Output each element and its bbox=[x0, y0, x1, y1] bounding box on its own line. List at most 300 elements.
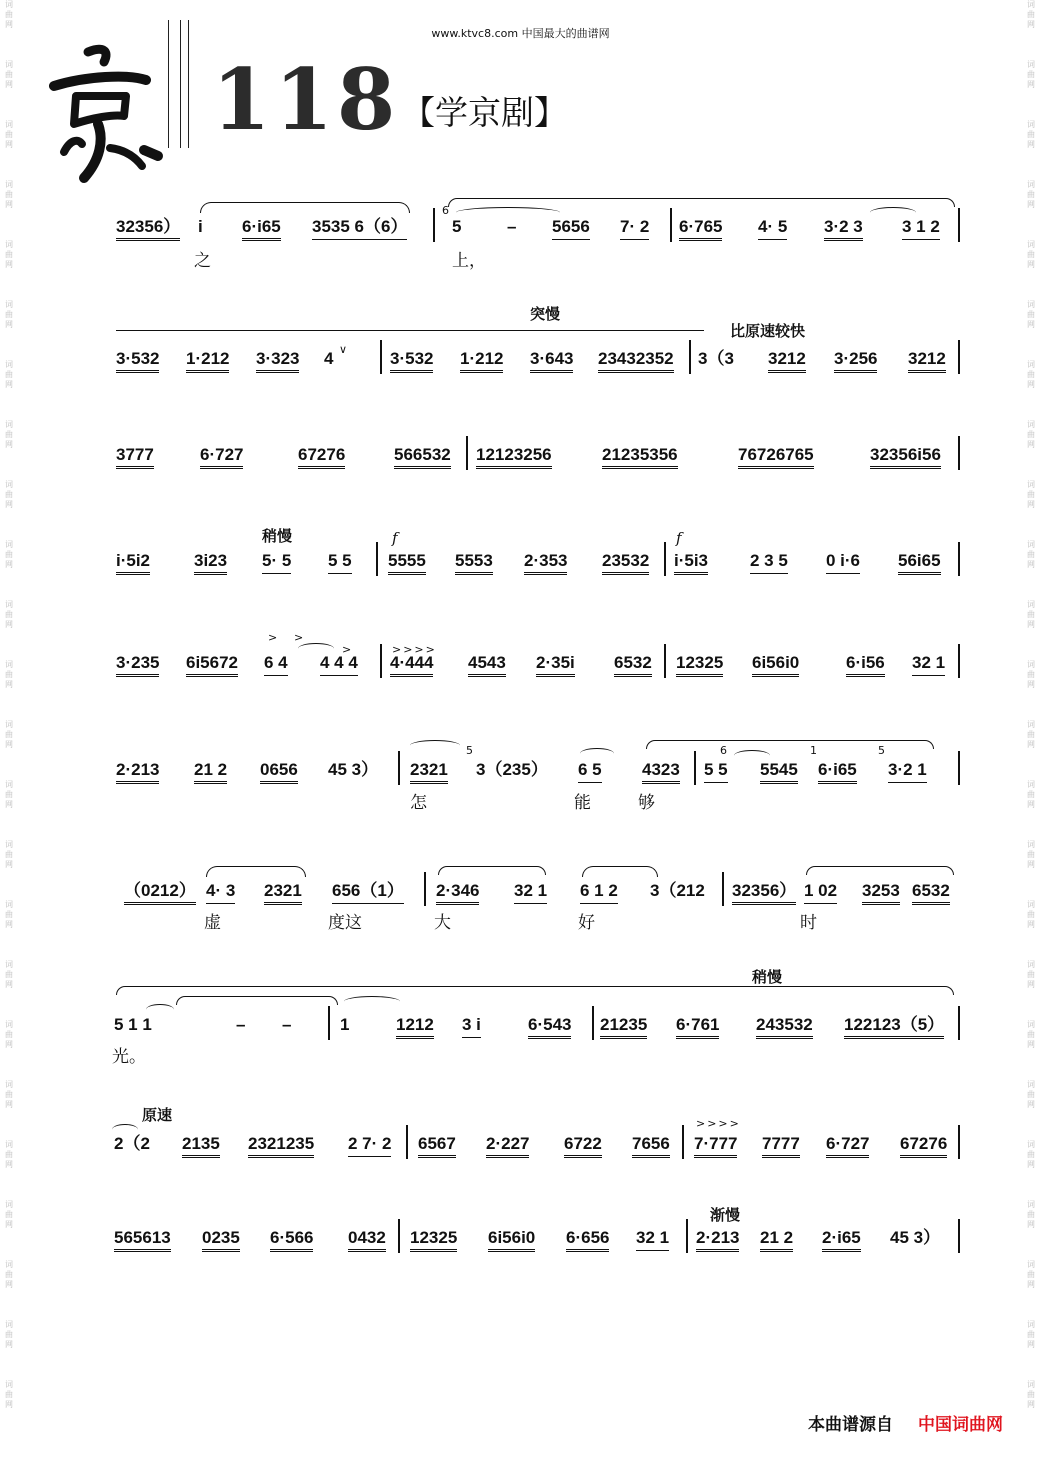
watermark-gap bbox=[1024, 330, 1038, 360]
note-group: 3·2 3 bbox=[824, 216, 863, 241]
barline bbox=[958, 1006, 960, 1040]
watermark-glyph: 曲 bbox=[1027, 610, 1035, 619]
source-site-link[interactable]: 中国词曲网 bbox=[918, 1415, 1003, 1435]
note-group: 0235 bbox=[202, 1227, 240, 1252]
grace-note: 6 bbox=[720, 744, 727, 757]
watermark-gap bbox=[2, 270, 16, 300]
note-group: 6·727 bbox=[826, 1133, 869, 1158]
note-group: 6722 bbox=[564, 1133, 602, 1158]
note-group: 6 4 bbox=[264, 652, 288, 676]
note-group: 21 2 bbox=[194, 759, 227, 784]
barline bbox=[686, 1219, 688, 1253]
barline bbox=[433, 208, 435, 242]
watermark-glyph: 曲 bbox=[1027, 490, 1035, 499]
watermark-glyph: 网 bbox=[1027, 80, 1035, 89]
watermark-gap bbox=[2, 1410, 16, 1440]
watermark-glyph: 词 bbox=[1027, 1260, 1035, 1269]
watermark-glyph: 网 bbox=[5, 440, 13, 449]
note-group: 3·532 bbox=[116, 348, 159, 373]
note-group: 7·777 bbox=[694, 1133, 737, 1158]
slur bbox=[344, 996, 400, 1007]
watermark-glyph: 曲 bbox=[1027, 1030, 1035, 1039]
watermark-glyph: 词 bbox=[5, 780, 13, 789]
watermark-glyph: 词 bbox=[1027, 180, 1035, 189]
watermark-glyph: 曲 bbox=[5, 910, 13, 919]
watermark-glyph: 网 bbox=[1027, 20, 1035, 29]
watermark-glyph: 词 bbox=[5, 180, 13, 189]
watermark-glyph: 网 bbox=[5, 1340, 13, 1349]
note-group: 3·2 1 bbox=[888, 759, 927, 783]
watermark-glyph: 词 bbox=[1027, 1140, 1035, 1149]
dynamic-mark: f bbox=[676, 529, 682, 547]
watermark-glyph: 网 bbox=[5, 1280, 13, 1289]
note-group: 32 1 bbox=[514, 880, 547, 904]
note-group: 7656 bbox=[632, 1133, 670, 1158]
barline bbox=[694, 751, 696, 785]
barline bbox=[592, 1006, 594, 1040]
note-group: 3777 bbox=[116, 444, 154, 469]
lyric: 之 bbox=[194, 251, 211, 271]
watermark-glyph: 网 bbox=[1027, 1040, 1035, 1049]
barline bbox=[664, 644, 666, 678]
note-group: 566532 bbox=[394, 444, 451, 469]
note-group: 3·323 bbox=[256, 348, 299, 373]
note-group: 32 1 bbox=[912, 652, 945, 676]
header-divider bbox=[180, 20, 181, 148]
watermark-gap bbox=[2, 570, 16, 600]
note-group: i bbox=[198, 217, 203, 236]
note-group: 4 bbox=[324, 349, 334, 368]
watermark-glyph: 词 bbox=[5, 1080, 13, 1089]
watermark-gap bbox=[1024, 870, 1038, 900]
watermark-glyph: 词 bbox=[5, 420, 13, 429]
watermark-glyph: 曲 bbox=[1027, 10, 1035, 19]
note-group: 5555 bbox=[388, 550, 426, 575]
watermark-glyph: 网 bbox=[1027, 800, 1035, 809]
watermark-glyph: 曲 bbox=[1027, 1390, 1035, 1399]
lyric: 能 bbox=[574, 793, 591, 813]
watermark-glyph: 曲 bbox=[5, 1330, 13, 1339]
watermark-glyph: 词 bbox=[1027, 780, 1035, 789]
watermark-gap bbox=[2, 450, 16, 480]
barline bbox=[380, 340, 382, 374]
watermark-gap bbox=[2, 1110, 16, 1140]
watermark-glyph: 网 bbox=[5, 740, 13, 749]
lyric: 好 bbox=[578, 913, 595, 933]
note-group: 243532 bbox=[756, 1014, 813, 1039]
tie-arc bbox=[206, 866, 306, 877]
watermark-glyph: 词 bbox=[5, 660, 13, 669]
watermark-glyph: 网 bbox=[1027, 560, 1035, 569]
note-group: 6i56i0 bbox=[752, 652, 799, 677]
watermark-glyph: 曲 bbox=[5, 970, 13, 979]
phrase-arc bbox=[646, 740, 934, 749]
note-group: 656（1） bbox=[332, 880, 404, 904]
note-group: 5553 bbox=[455, 550, 493, 575]
watermark-glyph: 词 bbox=[1027, 720, 1035, 729]
barline bbox=[398, 751, 400, 785]
accent-mark: >>>> bbox=[696, 1117, 741, 1130]
note-group: 6 1 2 bbox=[580, 880, 618, 904]
watermark-glyph: 词 bbox=[5, 1200, 13, 1209]
watermark-glyph: 曲 bbox=[5, 1390, 13, 1399]
watermark-glyph: 词 bbox=[1027, 540, 1035, 549]
note-group: 2（2 bbox=[114, 1134, 150, 1153]
barline bbox=[958, 751, 960, 785]
watermark-gap bbox=[1024, 270, 1038, 300]
note-group: 3·532 bbox=[390, 348, 433, 373]
watermark-glyph: 网 bbox=[5, 140, 13, 149]
slur bbox=[580, 748, 614, 759]
note-group: i·5i2 bbox=[116, 550, 150, 575]
watermark-glyph: 网 bbox=[5, 200, 13, 209]
barline bbox=[958, 436, 960, 470]
watermark-gap bbox=[1024, 990, 1038, 1020]
watermark-glyph: 曲 bbox=[5, 10, 13, 19]
watermark-glyph: 曲 bbox=[5, 550, 13, 559]
watermark-glyph: 曲 bbox=[1027, 550, 1035, 559]
watermark-glyph: 网 bbox=[1027, 140, 1035, 149]
note-group: 6·765 bbox=[679, 216, 722, 241]
note-group: 3·256 bbox=[834, 348, 877, 373]
tempo-mark: 比原速较快 bbox=[730, 322, 806, 340]
watermark-glyph: 曲 bbox=[1027, 70, 1035, 79]
watermark-glyph: 词 bbox=[5, 960, 13, 969]
watermark-gap bbox=[1024, 1050, 1038, 1080]
watermark-glyph: 曲 bbox=[5, 70, 13, 79]
watermark-gap bbox=[1024, 930, 1038, 960]
note-group: i·5i3 bbox=[674, 550, 708, 575]
watermark-glyph: 曲 bbox=[1027, 1270, 1035, 1279]
watermark-glyph: 曲 bbox=[1027, 1150, 1035, 1159]
barline bbox=[958, 542, 960, 576]
watermark-glyph: 词 bbox=[5, 300, 13, 309]
watermark-glyph: 网 bbox=[5, 1400, 13, 1409]
dynamic-mark: f bbox=[392, 529, 398, 547]
note-group: 2 3 5 bbox=[750, 550, 788, 574]
lyric: 大 bbox=[434, 913, 451, 933]
grace-note: 5 bbox=[878, 744, 885, 757]
note-group: 6532 bbox=[912, 880, 950, 905]
note-group: 3（3 bbox=[698, 349, 734, 368]
watermark-glyph: 曲 bbox=[5, 850, 13, 859]
phrase-arc bbox=[116, 986, 954, 995]
tie-arc bbox=[176, 996, 338, 1005]
watermark-glyph: 曲 bbox=[1027, 910, 1035, 919]
watermark-glyph: 网 bbox=[1027, 920, 1035, 929]
accent-mark: > bbox=[294, 631, 304, 644]
watermark-glyph: 词 bbox=[1027, 600, 1035, 609]
watermark-glyph: 词 bbox=[5, 480, 13, 489]
watermark-glyph: 词 bbox=[5, 60, 13, 69]
tie-arc bbox=[200, 202, 410, 213]
breath-mark: ∨ bbox=[339, 343, 348, 356]
watermark-glyph: 网 bbox=[1027, 260, 1035, 269]
watermark-gap bbox=[1024, 1290, 1038, 1320]
watermark-glyph: 词 bbox=[5, 1380, 13, 1389]
watermark-glyph: 曲 bbox=[1027, 850, 1035, 859]
tempo-mark: 原速 bbox=[142, 1106, 173, 1124]
watermark-glyph: 曲 bbox=[5, 790, 13, 799]
grace-note: 1 bbox=[810, 744, 817, 757]
note-group: 6·761 bbox=[676, 1014, 719, 1039]
header-divider bbox=[188, 20, 189, 148]
note-group: 2·35i bbox=[536, 652, 575, 677]
watermark-gap bbox=[1024, 810, 1038, 840]
watermark-glyph: 网 bbox=[5, 1220, 13, 1229]
watermark-gap bbox=[2, 1050, 16, 1080]
watermark-glyph: 网 bbox=[5, 560, 13, 569]
barline bbox=[664, 542, 666, 576]
watermark-glyph: 网 bbox=[1027, 740, 1035, 749]
watermark-glyph: 网 bbox=[1027, 1100, 1035, 1109]
note-group: 5· 5 bbox=[262, 550, 291, 574]
watermark-gap bbox=[1024, 510, 1038, 540]
watermark-glyph: 词 bbox=[5, 600, 13, 609]
watermark-glyph: 词 bbox=[1027, 0, 1035, 9]
note-group: 6·656 bbox=[566, 1227, 609, 1252]
barline bbox=[689, 340, 691, 374]
note-group: 6·543 bbox=[528, 1014, 571, 1039]
watermark-glyph: 网 bbox=[1027, 380, 1035, 389]
watermark-gap bbox=[2, 750, 16, 780]
note-group: 12123256 bbox=[476, 444, 552, 469]
barline bbox=[406, 1125, 408, 1159]
note-group: 2321 bbox=[410, 759, 448, 784]
watermark-glyph: 网 bbox=[5, 20, 13, 29]
note-group: 3i23 bbox=[194, 550, 227, 575]
watermark-glyph: 曲 bbox=[1027, 970, 1035, 979]
watermark-glyph: 曲 bbox=[1027, 790, 1035, 799]
note-group: 3535 6（6） bbox=[312, 216, 407, 240]
watermark-glyph: 网 bbox=[1027, 1220, 1035, 1229]
note-group: 6 5 bbox=[578, 759, 602, 783]
note-group: 67276 bbox=[900, 1133, 947, 1158]
watermark-gap bbox=[2, 810, 16, 840]
phrase-line bbox=[116, 330, 704, 331]
note-group: 21 2 bbox=[760, 1227, 793, 1252]
watermark-glyph: 词 bbox=[1027, 1320, 1035, 1329]
note-group: 2·227 bbox=[486, 1133, 529, 1158]
note-group: 0432 bbox=[348, 1227, 386, 1252]
note-group: – bbox=[282, 1015, 292, 1034]
watermark-gap bbox=[2, 210, 16, 240]
note-group: 23432352 bbox=[598, 348, 674, 373]
watermark-gap bbox=[1024, 630, 1038, 660]
watermark-gap bbox=[1024, 1350, 1038, 1380]
watermark-column-right bbox=[1024, 0, 1038, 1460]
note-group: 5 1 1 bbox=[114, 1015, 152, 1034]
watermark-gap bbox=[1024, 150, 1038, 180]
tie-arc bbox=[582, 866, 658, 877]
note-group: 56i65 bbox=[898, 550, 941, 575]
barline bbox=[670, 208, 672, 242]
watermark-glyph: 曲 bbox=[5, 430, 13, 439]
watermark-glyph: 网 bbox=[1027, 1280, 1035, 1289]
note-group: 3212 bbox=[908, 348, 946, 373]
barline bbox=[958, 1219, 960, 1253]
watermark-gap bbox=[1024, 90, 1038, 120]
tempo-mark: 突慢 bbox=[530, 305, 561, 323]
watermark-glyph: 网 bbox=[5, 860, 13, 869]
watermark-glyph: 曲 bbox=[1027, 1210, 1035, 1219]
watermark-glyph: 词 bbox=[5, 1260, 13, 1269]
note-group: （0212） bbox=[124, 880, 196, 905]
watermark-glyph: 词 bbox=[1027, 1380, 1035, 1389]
lyric: 光。 bbox=[112, 1047, 146, 1067]
watermark-glyph: 曲 bbox=[1027, 310, 1035, 319]
note-group: 3 i bbox=[462, 1014, 481, 1038]
note-group: 7· 2 bbox=[620, 216, 649, 240]
note-group: 3·643 bbox=[530, 348, 573, 373]
watermark-glyph: 词 bbox=[1027, 840, 1035, 849]
watermark-glyph: 曲 bbox=[5, 310, 13, 319]
watermark-gap bbox=[2, 690, 16, 720]
note-group: 4543 bbox=[468, 652, 506, 677]
watermark-glyph: 网 bbox=[5, 800, 13, 809]
note-group: 5656 bbox=[552, 216, 590, 240]
watermark-glyph: 网 bbox=[1027, 440, 1035, 449]
watermark-glyph: 词 bbox=[5, 900, 13, 909]
note-group: 3253 bbox=[862, 880, 900, 905]
note-group: 2321 bbox=[264, 880, 302, 905]
note-group: 12325 bbox=[676, 652, 723, 677]
watermark-glyph: 网 bbox=[5, 1040, 13, 1049]
watermark-gap bbox=[2, 90, 16, 120]
watermark-glyph: 词 bbox=[5, 1140, 13, 1149]
note-group: 6i5672 bbox=[186, 652, 238, 677]
watermark-gap bbox=[2, 330, 16, 360]
watermark-column-left bbox=[2, 0, 16, 1460]
watermark-glyph: 网 bbox=[5, 1100, 13, 1109]
watermark-glyph: 曲 bbox=[5, 250, 13, 259]
note-group: 6·566 bbox=[270, 1227, 313, 1252]
watermark-glyph: 曲 bbox=[5, 190, 13, 199]
note-group: 5 bbox=[452, 217, 462, 236]
watermark-glyph: 曲 bbox=[5, 490, 13, 499]
note-group: 1·212 bbox=[460, 348, 503, 373]
watermark-gap bbox=[1024, 450, 1038, 480]
watermark-glyph: 词 bbox=[1027, 120, 1035, 129]
note-group: – bbox=[236, 1015, 246, 1034]
note-group: 32356） bbox=[732, 880, 796, 905]
note-group: 45 3） bbox=[890, 1228, 941, 1247]
watermark-glyph: 词 bbox=[1027, 900, 1035, 909]
barline bbox=[328, 1006, 330, 1040]
calligraphy-logo bbox=[40, 40, 170, 190]
watermark-glyph: 网 bbox=[5, 320, 13, 329]
watermark-glyph: 词 bbox=[1027, 1080, 1035, 1089]
tempo-mark: 渐慢 bbox=[710, 1206, 741, 1224]
note-group: 1·212 bbox=[186, 348, 229, 373]
barline bbox=[380, 644, 382, 678]
watermark-glyph: 网 bbox=[5, 620, 13, 629]
note-group: 4· 5 bbox=[758, 216, 787, 240]
watermark-glyph: 曲 bbox=[5, 1210, 13, 1219]
watermark-gap bbox=[2, 390, 16, 420]
note-group: 5 5 bbox=[328, 550, 352, 574]
watermark-glyph: 曲 bbox=[1027, 190, 1035, 199]
watermark-glyph: 曲 bbox=[5, 730, 13, 739]
watermark-glyph: 网 bbox=[5, 1160, 13, 1169]
watermark-glyph: 词 bbox=[1027, 1020, 1035, 1029]
note-group: 32356） bbox=[116, 216, 180, 241]
accent-mark: > bbox=[342, 643, 352, 656]
watermark-gap bbox=[2, 990, 16, 1020]
watermark-glyph: 词 bbox=[1027, 300, 1035, 309]
watermark-glyph: 曲 bbox=[1027, 730, 1035, 739]
note-group: 3212 bbox=[768, 348, 806, 373]
watermark-glyph: 词 bbox=[1027, 1200, 1035, 1209]
watermark-glyph: 网 bbox=[1027, 320, 1035, 329]
watermark-gap bbox=[2, 150, 16, 180]
watermark-glyph: 网 bbox=[5, 920, 13, 929]
note-group: 7777 bbox=[762, 1133, 800, 1158]
note-group: 3 1 2 bbox=[902, 216, 940, 240]
watermark-glyph: 网 bbox=[1027, 860, 1035, 869]
watermark-glyph: 网 bbox=[1027, 1160, 1035, 1169]
note-group: 2·i65 bbox=[822, 1227, 861, 1252]
watermark-glyph: 词 bbox=[1027, 360, 1035, 369]
note-group: 67276 bbox=[298, 444, 345, 469]
note-group: 4· 3 bbox=[206, 880, 235, 904]
barline bbox=[682, 1125, 684, 1159]
watermark-glyph: 曲 bbox=[5, 1090, 13, 1099]
barline bbox=[424, 872, 426, 906]
barline bbox=[958, 340, 960, 374]
note-group: 6·727 bbox=[200, 444, 243, 469]
watermark-glyph: 网 bbox=[5, 260, 13, 269]
slur bbox=[410, 740, 460, 751]
watermark-glyph: 曲 bbox=[1027, 130, 1035, 139]
note-group: 4·444 bbox=[390, 652, 433, 677]
note-group: 4 4 4 bbox=[320, 652, 358, 676]
lyric: 够 bbox=[638, 793, 655, 813]
source-label: 本曲谱源自 bbox=[808, 1415, 893, 1435]
watermark-gap bbox=[2, 630, 16, 660]
note-group: 3（212 bbox=[650, 881, 705, 900]
watermark-glyph: 网 bbox=[5, 500, 13, 509]
barline bbox=[958, 1125, 960, 1159]
note-group: 0656 bbox=[260, 759, 298, 784]
watermark-glyph: 曲 bbox=[5, 610, 13, 619]
note-group: 3·235 bbox=[116, 652, 159, 677]
note-group: 5545 bbox=[760, 759, 798, 784]
watermark-glyph: 网 bbox=[1027, 980, 1035, 989]
note-group: 32356i56 bbox=[870, 444, 941, 469]
accent-mark: > bbox=[268, 631, 278, 644]
watermark-glyph: 曲 bbox=[1027, 370, 1035, 379]
grace-note: 6 bbox=[442, 204, 449, 217]
watermark-glyph: 曲 bbox=[5, 130, 13, 139]
accent-mark: >>>> bbox=[392, 643, 437, 656]
note-group: 6532 bbox=[614, 652, 652, 677]
note-group: – bbox=[507, 217, 517, 236]
watermark-glyph: 网 bbox=[1027, 1400, 1035, 1409]
barline bbox=[466, 436, 468, 470]
watermark-glyph: 词 bbox=[5, 840, 13, 849]
note-group: 2 7· 2 bbox=[348, 1133, 391, 1157]
barline bbox=[398, 1219, 400, 1253]
watermark-glyph: 词 bbox=[1027, 960, 1035, 969]
note-group: 23532 bbox=[602, 550, 649, 575]
note-group: 565613 bbox=[114, 1227, 171, 1252]
note-group: 2·346 bbox=[436, 880, 479, 905]
note-group: 6i56i0 bbox=[488, 1227, 535, 1252]
watermark-gap bbox=[2, 1290, 16, 1320]
note-group: 4323 bbox=[642, 759, 680, 784]
lyric: 虚 bbox=[204, 913, 221, 933]
